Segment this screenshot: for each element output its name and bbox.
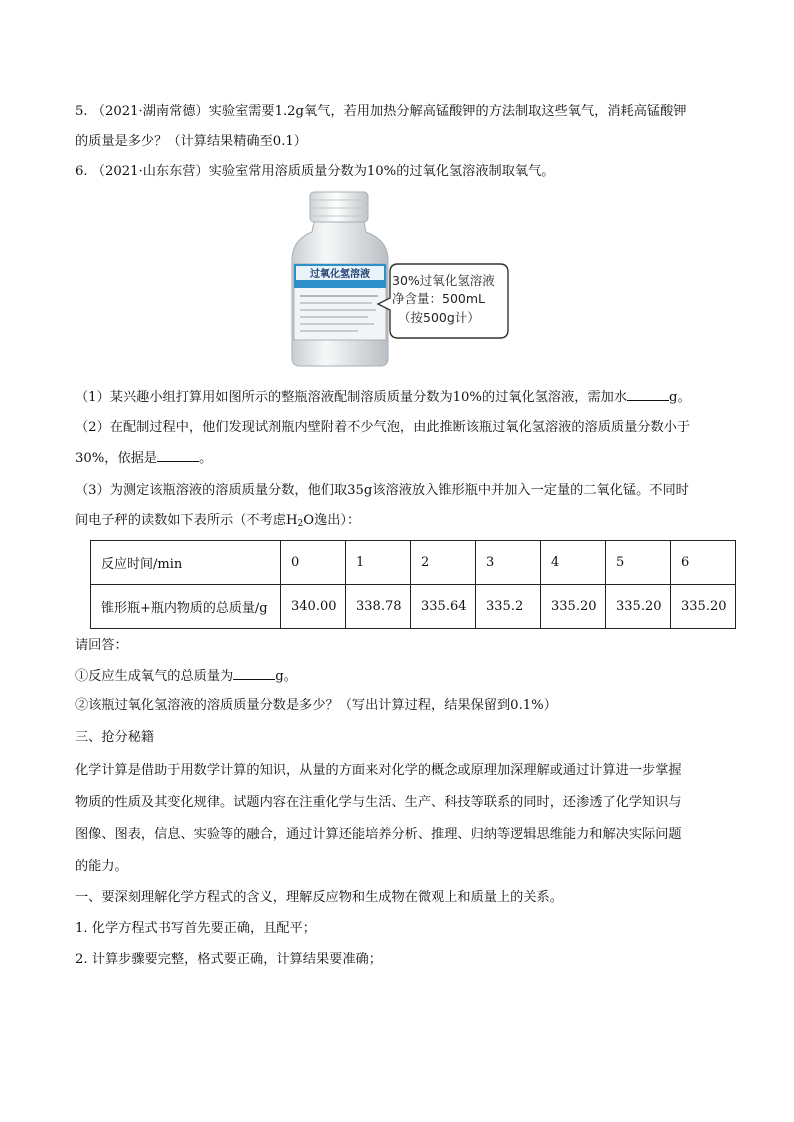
section-para-line4: 的能力。	[75, 859, 128, 874]
q6-part3-subscript: 2	[297, 519, 304, 529]
q6-intro: 6. （2021·山东东营）实验室常用溶质质量分数为10%的过氧化氢溶液制取氧气。	[75, 164, 555, 179]
table-cell: 340.00	[281, 585, 346, 629]
table-cell: 6	[671, 541, 736, 585]
q6-part2-blank[interactable]	[157, 449, 199, 462]
table-cell: 335.20	[671, 585, 736, 629]
table-cell: 4	[541, 541, 606, 585]
section-para-line2: 物质的性质及其变化规律。试题内容在注重化学与生活、生产、科技等联系的同时，还渗透了化学知识与	[75, 795, 682, 810]
table-cell: 338.78	[346, 585, 411, 629]
table-cell: 335.20	[541, 585, 606, 629]
table-cell: 2	[411, 541, 476, 585]
section-point1: 一、要深刻理解化学方程式的含义，理解反应物和生成物在微观上和质量上的关系。	[75, 890, 563, 905]
q6-part2-text: 30%，依据是	[75, 451, 158, 466]
table-cell: 1	[346, 541, 411, 585]
mass-time-table	[90, 540, 736, 629]
table-row	[91, 541, 736, 585]
section-heading: 三、抢分秘籍	[75, 730, 155, 745]
table-row-header: 反应时间/min	[91, 541, 281, 585]
q6-answer1-text: ①反应生成氧气的总质量为	[75, 669, 234, 684]
q6-part1-unit: g。	[669, 390, 691, 405]
q5-line1: 5. （2021·湖南常德）实验室需要1.2g氧气，若用加热分解高锰酸钾的方法制取这些氧气，消耗高锰酸钾	[75, 104, 687, 119]
table-cell: 335.2	[476, 585, 541, 629]
q6-part1-blank[interactable]	[627, 388, 669, 401]
table-cell: 5	[606, 541, 671, 585]
bubble-line2: 净含量：500mL	[392, 291, 485, 306]
q6-ask: 请回答：	[75, 638, 128, 653]
q6-answer1-unit: g。	[275, 669, 297, 684]
table-cell: 0	[281, 541, 346, 585]
table-cell: 3	[476, 541, 541, 585]
q6-part1	[75, 388, 691, 407]
section-item1: 1. 化学方程式书写首先要正确，且配平；	[75, 921, 316, 936]
q6-part1-text: （1）某兴趣小组打算用如图所示的整瓶溶液配制溶质质量分数为10%的过氧化氢溶液，需加水	[75, 390, 628, 405]
bubble-line1: 30%过氧化氢溶液	[392, 273, 495, 288]
q6-answer1-blank[interactable]	[233, 667, 275, 680]
q6-part3-text: 间电子秤的读数如下表所示（不考虑H	[75, 513, 298, 528]
q6-part2-end: 。	[199, 451, 213, 466]
q6-answer2: ②该瓶过氧化氢溶液的溶质质量分数是多少？（写出计算过程，结果保留到0.1%）	[75, 698, 557, 713]
q6-part3-text-end: O逸出）：	[303, 513, 361, 528]
q6-part3-line1: （3）为测定该瓶溶液的溶质质量分数，他们取35g该溶液放入锥形瓶中并加入一定量的二氧化锰。不同时	[75, 483, 689, 498]
table-cell: 335.20	[606, 585, 671, 629]
section-para-line3: 图像、图表，信息、实验等的融合，通过计算还能培养分析、推理、归纳等逻辑思维能力和解决实际问题	[75, 827, 682, 842]
q6-part2-line2	[75, 449, 212, 468]
section-item2: 2. 计算步骤要完整，格式要正确，计算结果要准确；	[75, 952, 382, 967]
q6-answer1	[75, 667, 297, 686]
table-row-header: 锥形瓶+瓶内物质的总质量/g	[91, 585, 281, 629]
table-row	[91, 585, 736, 629]
reagent-bottle-figure	[284, 190, 514, 370]
bubble-line3: （按500g计）	[398, 310, 480, 325]
section-para-line1: 化学计算是借助于用数学计算的知识，从量的方面来对化学的概念或原理加深理解或通过计算进一步掌握	[75, 763, 682, 778]
table-cell: 335.64	[411, 585, 476, 629]
q6-part3-line2	[75, 512, 360, 533]
q5-line2: 的质量是多少？（计算结果精确至0.1）	[75, 134, 307, 149]
bottle-label-text: 过氧化氢溶液	[310, 269, 370, 280]
q6-part2-line1: （2）在配制过程中，他们发现试剂瓶内壁附着不少气泡，由此推断该瓶过氧化氢溶液的溶质质量分数小于	[75, 420, 691, 435]
